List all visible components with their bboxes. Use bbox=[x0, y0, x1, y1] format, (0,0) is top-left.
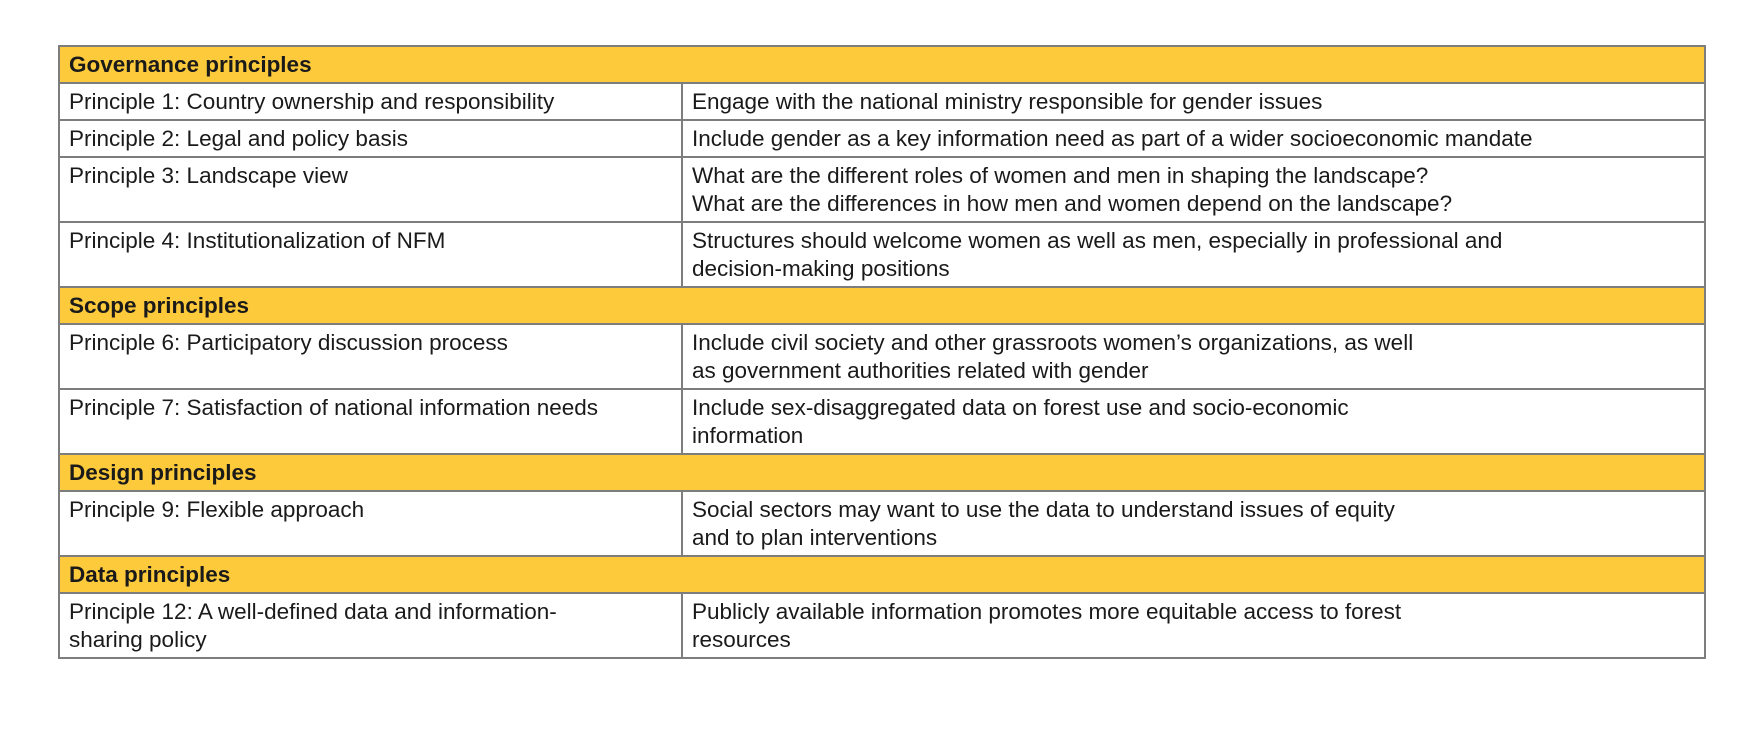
table-row bbox=[59, 222, 1705, 287]
principle-text: sharing policy bbox=[69, 627, 207, 652]
implication-cell bbox=[682, 389, 1705, 454]
section-heading: Scope principles bbox=[59, 287, 1705, 324]
implication-text: Social sectors may want to use the data to understand issues of equity bbox=[692, 497, 1395, 522]
implication-text: Include sex-disaggregated data on forest use and socio-economic bbox=[692, 395, 1349, 420]
principle-text: Principle 4: Institutionalization of NFM bbox=[69, 228, 446, 253]
implication-text: What are the different roles of women and men in shaping the landscape? bbox=[692, 163, 1429, 188]
implication-cell bbox=[682, 593, 1705, 658]
table-row bbox=[59, 491, 1705, 556]
principle-cell bbox=[59, 120, 682, 157]
principle-text: Principle 12: A well-defined data and information- bbox=[69, 599, 557, 624]
principle-text: Principle 7: Satisfaction of national information needs bbox=[69, 395, 599, 420]
table-row bbox=[59, 120, 1705, 157]
implication-text: Structures should welcome women as well as men, especially in professional and bbox=[692, 228, 1503, 253]
principle-text: Principle 1: Country ownership and responsibility bbox=[69, 89, 555, 114]
implication-cell bbox=[682, 120, 1705, 157]
implication-text: and to plan interventions bbox=[692, 525, 938, 550]
principle-text: Principle 9: Flexible approach bbox=[69, 497, 365, 522]
implication-text: resources bbox=[692, 627, 791, 652]
implication-text: decision-making positions bbox=[692, 256, 950, 281]
section-header-row bbox=[59, 454, 1705, 491]
implication-text: information bbox=[692, 423, 804, 448]
table-row bbox=[59, 157, 1705, 222]
table-row bbox=[59, 83, 1705, 120]
principle-cell bbox=[59, 593, 682, 658]
table-row bbox=[59, 389, 1705, 454]
principle-cell bbox=[59, 389, 682, 454]
principle-text: Principle 6: Participatory discussion process bbox=[69, 330, 508, 355]
implication-text: as government authorities related with gender bbox=[692, 358, 1149, 383]
section-header-row bbox=[59, 287, 1705, 324]
principle-cell bbox=[59, 491, 682, 556]
table-row bbox=[59, 593, 1705, 658]
implication-text: Include gender as a key information need as part of a wider socioeconomic mandate bbox=[692, 126, 1533, 151]
section-header-row bbox=[59, 556, 1705, 593]
implication-cell bbox=[682, 491, 1705, 556]
section-heading: Data principles bbox=[59, 556, 1705, 593]
principle-cell bbox=[59, 83, 682, 120]
implication-cell bbox=[682, 222, 1705, 287]
implication-cell bbox=[682, 83, 1705, 120]
implication-text: What are the differences in how men and women depend on the landscape? bbox=[692, 191, 1453, 216]
principle-cell bbox=[59, 324, 682, 389]
table-row bbox=[59, 324, 1705, 389]
principles-table bbox=[58, 45, 1706, 659]
implication-text: Engage with the national ministry responsible for gender issues bbox=[692, 89, 1323, 114]
implication-text: Publicly available information promotes more equitable access to forest bbox=[692, 599, 1402, 624]
principle-text: Principle 3: Landscape view bbox=[69, 163, 348, 188]
implication-cell bbox=[682, 324, 1705, 389]
implication-cell bbox=[682, 157, 1705, 222]
principle-cell bbox=[59, 222, 682, 287]
principle-text: Principle 2: Legal and policy basis bbox=[69, 126, 408, 151]
principle-cell bbox=[59, 157, 682, 222]
section-heading: Design principles bbox=[59, 454, 1705, 491]
implication-text: Include civil society and other grassroots women’s organizations, as well bbox=[692, 330, 1414, 355]
section-heading: Governance principles bbox=[59, 46, 1705, 83]
section-header-row bbox=[59, 46, 1705, 83]
